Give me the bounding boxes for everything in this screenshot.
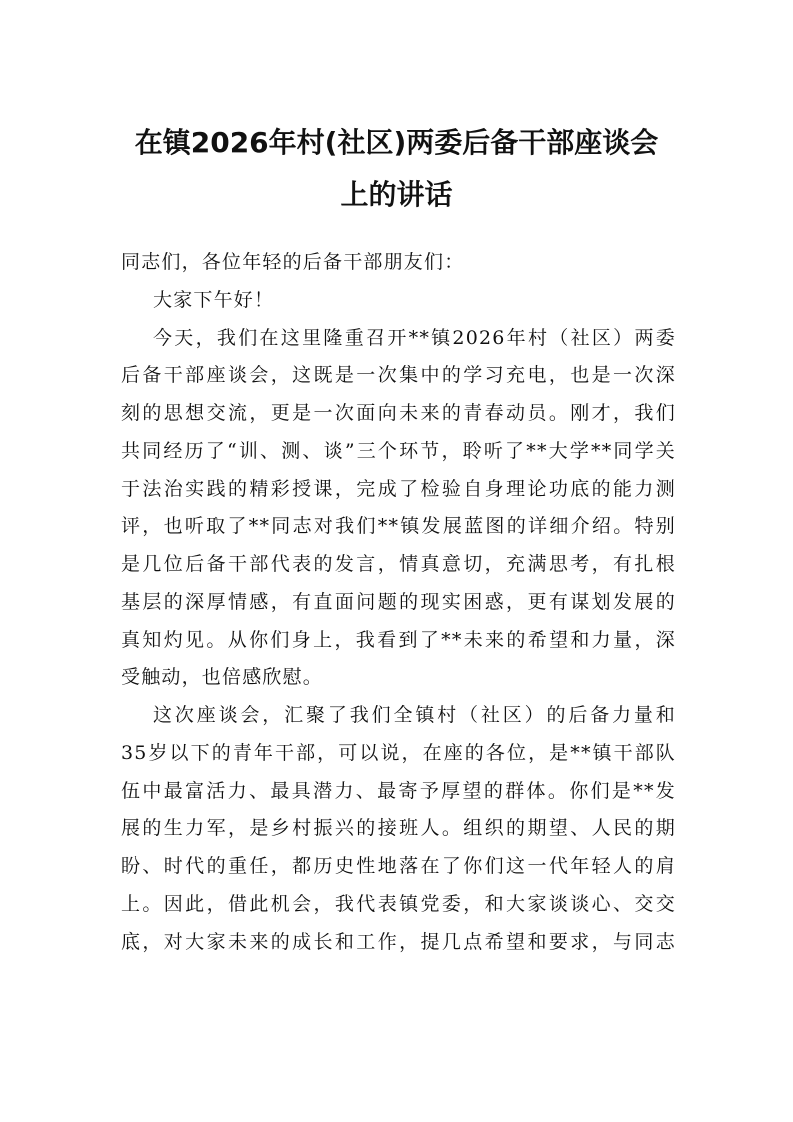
- body-text-line: 刻的思想交流，更是一次面向未来的青春动员。刚才，我们: [121, 402, 676, 424]
- body-text-line: 受触动，也倍感欣慰。: [121, 666, 324, 689]
- body-text-line: 上。因此，借此机会，我代表镇党委，和大家谈谈心、交交: [121, 892, 676, 915]
- body-text-line: 底，对大家未来的成长和工作，提几点希望和要求，与同志: [121, 930, 676, 953]
- body-text-line: 后备干部座谈会，这既是一次集中的学习充电，也是一次深: [121, 364, 676, 387]
- body-text-line: 基层的深厚情感，有直面问题的现实困惑，更有谋划发展的: [121, 590, 676, 613]
- body-text-line: 盼、时代的重任，都历史性地落在了你们这一代年轻人的肩: [121, 855, 676, 877]
- body-text-line: 于法治实践的精彩授课，完成了检验自身理论功底的能力测: [121, 477, 676, 500]
- body-text-line: 同志们，各位年轻的后备干部朋友们：: [121, 251, 465, 273]
- body-text-line: 共同经历了“训、测、谈”三个环节，聆听了**大学**同学关: [121, 439, 676, 462]
- body-text-line: 展的生力军，是乡村振兴的接班人。组织的期望、人民的期: [121, 817, 676, 840]
- body-text-line: 真知灼见。从你们身上，我看到了**未来的希望和力量，深: [121, 628, 676, 651]
- document-title-line-2: 上的讲话: [340, 178, 453, 211]
- document-body: [121, 244, 676, 961]
- body-text-line: 评，也听取了**同志对我们**镇发展蓝图的详细介绍。特别: [121, 515, 676, 538]
- body-text-line: 大家下午好！: [153, 288, 275, 311]
- body-text-line: 这次座谈会，汇聚了我们全镇村（社区）的后备力量和: [153, 704, 676, 726]
- document-title-line-1: 在镇2026年村(社区)两委后备干部座谈会: [134, 126, 659, 159]
- body-text-line: 35岁以下的青年干部，可以说，在座的各位，是**镇干部队: [121, 741, 676, 764]
- body-text-line: 是几位后备干部代表的发言，情真意切，充满思考，有扎根: [121, 553, 676, 575]
- body-text-line: 伍中最富活力、最具潜力、最寄予厚望的群体。你们是**发: [121, 779, 676, 802]
- body-text-line: 今天，我们在这里隆重召开**镇2026年村（社区）两委: [153, 326, 676, 349]
